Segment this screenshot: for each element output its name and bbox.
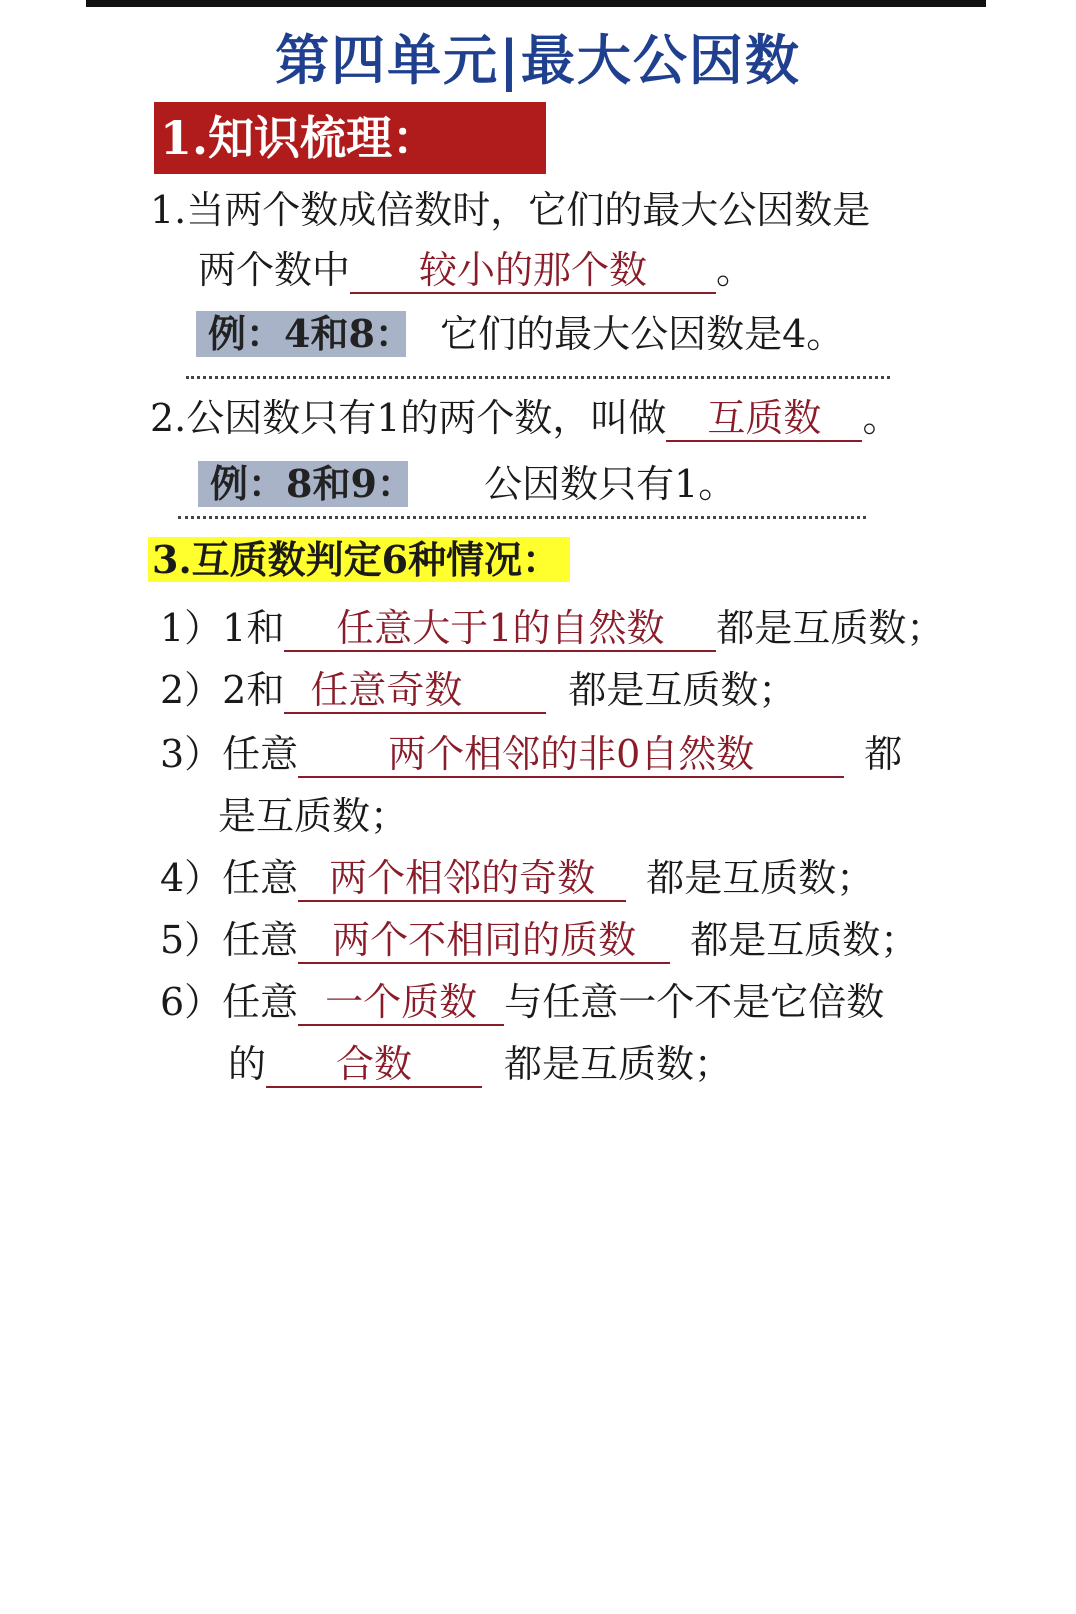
point-2-example	[198, 460, 736, 508]
case-4	[160, 854, 874, 902]
dotted-divider-2	[178, 516, 866, 519]
case-6-cont-answer: 合数	[266, 1042, 482, 1088]
case-3-answer: 两个相邻的非0自然数	[298, 732, 844, 778]
point-2-prefix: 2.公因数只有1的两个数，叫做	[150, 396, 667, 440]
case-2-suffix: 都是互质数；	[568, 668, 797, 712]
case-2	[160, 666, 796, 714]
point-2-suffix: 。	[862, 396, 901, 440]
case-5-suffix: 都是互质数；	[690, 918, 919, 962]
case-4-suffix: 都是互质数；	[646, 856, 875, 900]
example-text-1: 它们的最大公因数是4。	[440, 312, 845, 356]
case-6-prefix: 6）任意	[160, 980, 299, 1024]
point-1-answer: 较小的那个数	[350, 248, 716, 294]
case-1	[160, 604, 944, 652]
point-2-answer: 互质数	[666, 396, 862, 442]
top-rule	[86, 0, 986, 7]
point-1-line-2	[198, 246, 754, 294]
case-2-answer: 任意奇数	[284, 668, 546, 714]
dotted-divider-1	[186, 376, 890, 379]
case-5-answer: 两个不相同的质数	[298, 918, 670, 964]
point-1-example	[196, 310, 844, 358]
case-5	[160, 916, 918, 964]
example-tag-2: 例：8和9：	[198, 461, 408, 507]
case-3	[160, 730, 902, 778]
case-4-prefix: 4）任意	[160, 856, 299, 900]
case-6	[160, 978, 884, 1026]
section-heading: 1.知识梳理：	[154, 102, 546, 174]
case-6-cont-suffix: 都是互质数；	[504, 1042, 733, 1086]
case-6-cont-prefix: 的	[228, 1042, 267, 1086]
case-4-answer: 两个相邻的奇数	[298, 856, 626, 902]
point-1-suffix: 。	[716, 248, 755, 292]
case-6-answer: 一个质数	[298, 980, 504, 1026]
case-1-suffix: 都是互质数；	[716, 606, 945, 650]
case-1-prefix: 1）1和	[160, 606, 285, 650]
case-5-prefix: 5）任意	[160, 918, 299, 962]
case-1-answer: 任意大于1的自然数	[284, 606, 716, 652]
point-3-heading-row	[148, 536, 570, 584]
case-6-suffix: 与任意一个不是它倍数	[504, 980, 885, 1024]
example-tag-1: 例：4和8：	[196, 311, 406, 357]
point-1-line-1: 1.当两个数成倍数时，它们的最大公因数是	[150, 188, 871, 232]
case-3-prefix: 3）任意	[160, 732, 299, 776]
case-2-prefix: 2）2和	[160, 668, 285, 712]
example-text-2: 公因数只有1。	[484, 462, 737, 506]
point-1-prefix: 两个数中	[198, 248, 351, 292]
case-6-continuation	[228, 1040, 732, 1088]
point-3-heading: 3.互质数判定6种情况：	[148, 537, 570, 582]
page-title: 第四单元|最大公因数	[275, 29, 801, 92]
point-2-line	[150, 394, 900, 442]
case-3-continuation: 是互质数；	[218, 794, 409, 838]
case-3-suffix: 都	[864, 732, 903, 776]
